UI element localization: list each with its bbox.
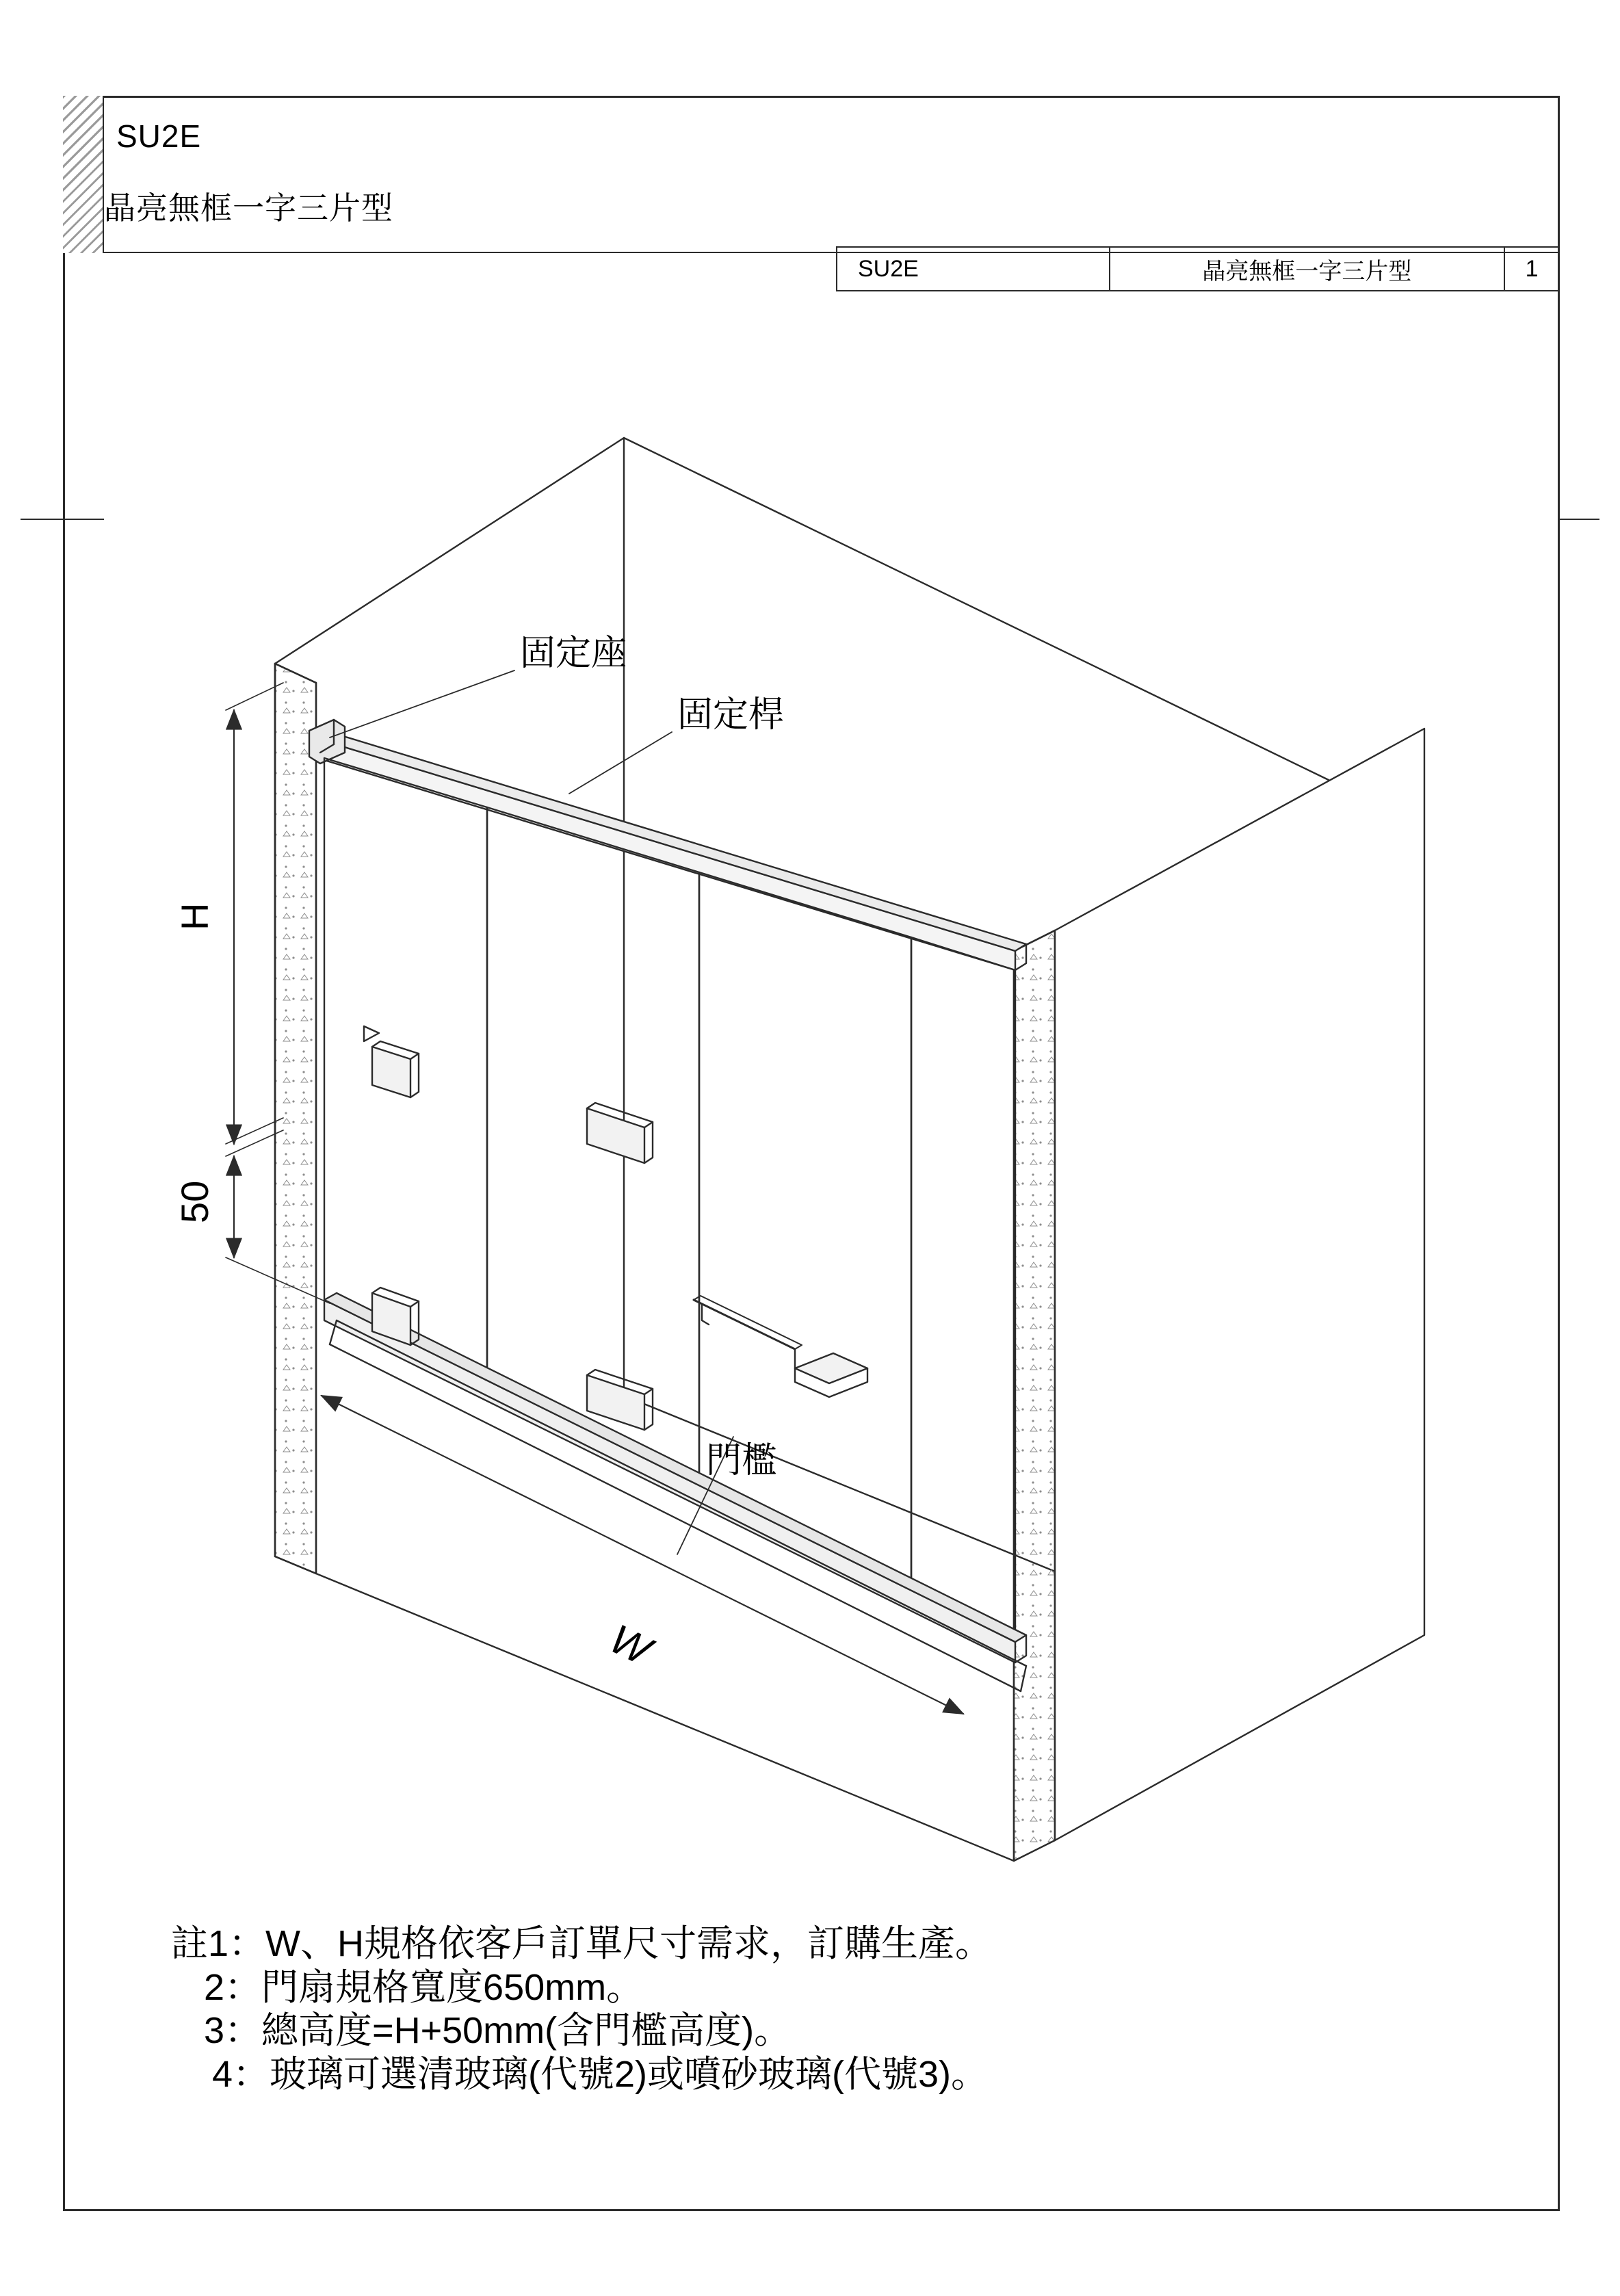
notes-block	[171, 1922, 1512, 2097]
rule-left	[21, 519, 104, 520]
title-code: SU2E	[116, 118, 202, 154]
header-table	[836, 246, 1560, 291]
title-name: 晶亮無框一字三片型	[104, 190, 393, 226]
title-block	[104, 96, 1560, 253]
isometric-drawing	[104, 410, 1560, 1916]
dim-50-text: 50	[173, 1180, 216, 1223]
note-2: 2：門扇規格寬度650mm。	[204, 1966, 644, 2008]
note-1: 註1：W、H規格依客戶訂單尺寸需求，訂購生產。	[171, 1923, 992, 1964]
header-code-cell: SU2E	[837, 248, 1110, 290]
note-4: 4：玻璃可選清玻璃(代號2)或噴砂玻璃(代號3)。	[212, 2054, 989, 2096]
header-page-cell: 1	[1525, 255, 1539, 282]
label-fixed-bar-text: 固定桿	[677, 695, 785, 735]
dim-w-text: W	[603, 1615, 658, 1674]
title-hatch-tab	[63, 96, 104, 253]
label-threshold-text: 門檻	[706, 1441, 778, 1480]
rule-right	[1560, 519, 1599, 520]
label-fixed-seat-text: 固定座	[520, 634, 627, 673]
header-name-cell: 晶亮無框一字三片型	[1110, 248, 1506, 290]
dim-h-text: H	[173, 902, 216, 930]
note-3: 3：總高度=H+50mm(含門檻高度)。	[204, 2010, 792, 2052]
